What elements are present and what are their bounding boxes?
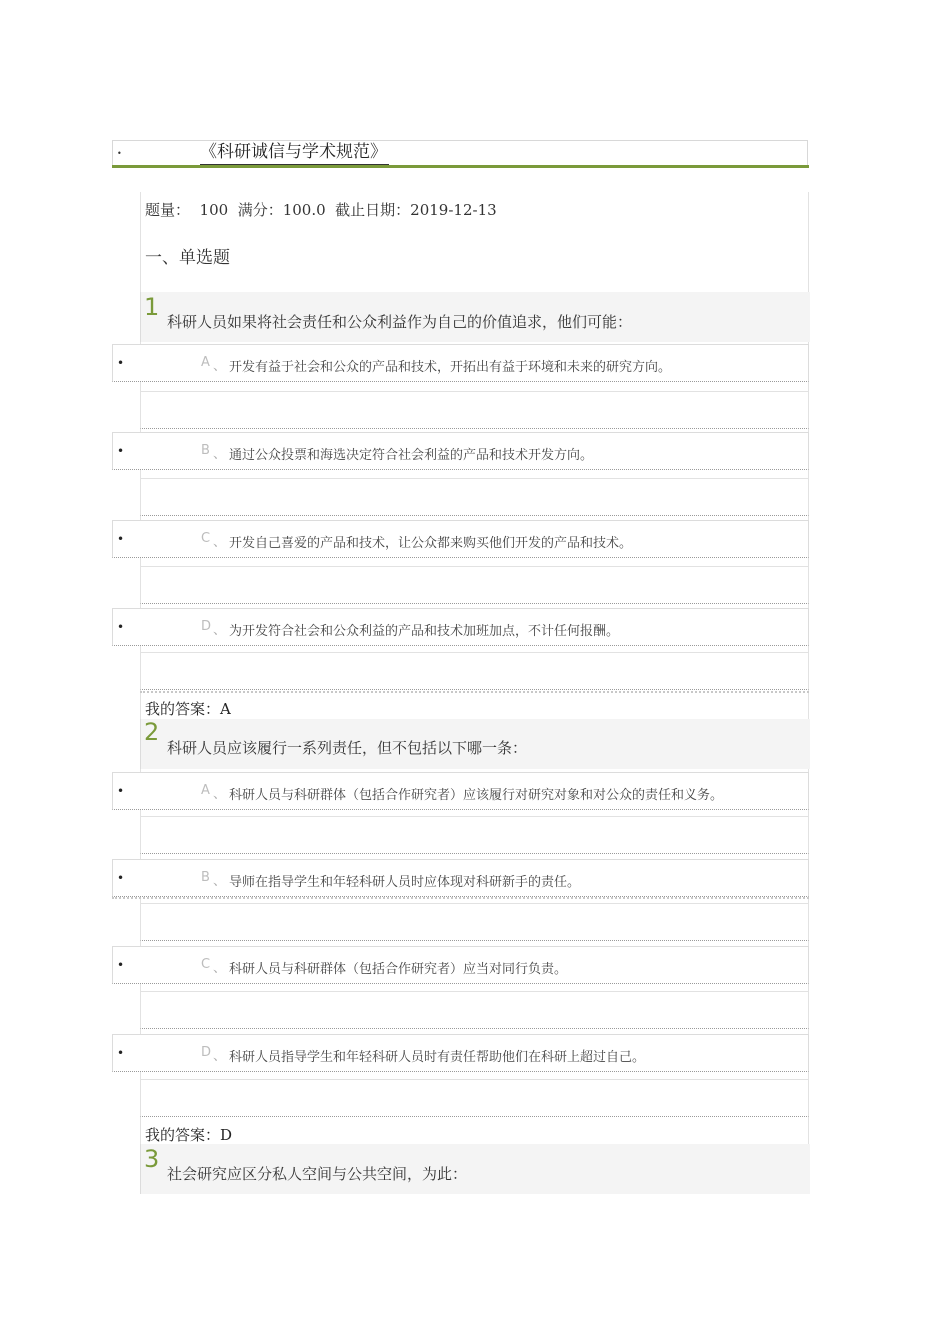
option-letter: C xyxy=(201,531,211,546)
option-text: 导师在指导学生和年轻科研人员时应体现对科研新手的责任。 xyxy=(229,875,581,890)
header-divider xyxy=(112,165,809,168)
bullet: • xyxy=(117,532,125,546)
option-row[interactable] xyxy=(112,1034,809,1072)
header-bullet: • xyxy=(117,149,122,158)
option-letter: B xyxy=(201,870,210,885)
option-spacer xyxy=(140,903,809,941)
option-separator: 、 xyxy=(213,359,227,374)
option-spacer xyxy=(140,652,809,690)
option-text: 通过公众投票和海选决定符合社会利益的产品和技术开发方向。 xyxy=(229,448,594,463)
option-separator: 、 xyxy=(213,1049,227,1064)
option-spacer xyxy=(140,816,809,854)
row-divider xyxy=(112,897,809,901)
option-text: 开发有益于社会和公众的产品和技术，开拓出有益于环境和未来的研究方向。 xyxy=(229,360,672,375)
bullet: • xyxy=(117,784,125,798)
option-separator: 、 xyxy=(213,447,227,462)
bullet: • xyxy=(117,444,125,458)
option-row[interactable] xyxy=(112,772,809,810)
option-row[interactable] xyxy=(112,432,809,470)
bullet: • xyxy=(117,620,125,634)
my-answer: 我的答案：D xyxy=(145,1126,233,1144)
option-spacer xyxy=(140,478,809,516)
option-row[interactable] xyxy=(112,520,809,558)
course-title[interactable]: 《科研诚信与学术规范》 xyxy=(200,141,389,165)
option-text: 科研人员指导学生和年轻科研人员时有责任帮助他们在科研上超过自己。 xyxy=(229,1050,646,1065)
answer-divider xyxy=(140,691,809,695)
section-title: 一、单选题 xyxy=(145,248,230,268)
option-letter: D xyxy=(201,619,212,634)
option-letter: D xyxy=(201,1045,212,1060)
bullet: • xyxy=(117,871,125,885)
option-letter: A xyxy=(201,783,210,798)
option-text: 科研人员与科研群体（包括合作研究者）应该履行对研究对象和对公众的责任和义务。 xyxy=(229,788,724,803)
option-row[interactable] xyxy=(112,608,809,646)
question-number: 3 xyxy=(144,1145,160,1173)
option-separator: 、 xyxy=(213,623,227,638)
option-letter: B xyxy=(201,443,210,458)
question-text: 社会研究应区分私人空间与公共空间，为此： xyxy=(167,1165,468,1183)
option-separator: 、 xyxy=(213,787,227,802)
option-spacer xyxy=(140,1079,809,1117)
bullet: • xyxy=(117,958,125,972)
option-spacer xyxy=(140,991,809,1029)
option-separator: 、 xyxy=(213,535,227,550)
option-text: 为开发符合社会和公众利益的产品和技术加班加点，不计任何报酬。 xyxy=(229,624,620,639)
option-separator: 、 xyxy=(213,874,227,889)
question-text: 科研人员应该履行一系列责任，但不包括以下哪一条： xyxy=(167,739,528,757)
option-text: 科研人员与科研群体（包括合作研究者）应当对同行负责。 xyxy=(229,962,568,977)
option-letter: A xyxy=(201,355,210,370)
option-spacer xyxy=(140,566,809,604)
my-answer: 我的答案：A xyxy=(145,700,231,718)
option-text: 开发自己喜爱的产品和技术，让公众都来购买他们开发的产品和技术。 xyxy=(229,536,633,551)
option-spacer xyxy=(140,391,809,429)
question-number: 1 xyxy=(144,293,160,321)
option-separator: 、 xyxy=(213,961,227,976)
quiz-meta: 题量： 100 满分：100.0 截止日期：2019-12-13 xyxy=(145,201,497,219)
question-text: 科研人员如果将社会责任和公众利益作为自己的价值追求，他们可能： xyxy=(167,313,633,331)
option-row[interactable] xyxy=(112,946,809,984)
bullet: • xyxy=(117,1046,125,1060)
option-row[interactable] xyxy=(112,344,809,382)
bullet: • xyxy=(117,356,125,370)
question-number: 2 xyxy=(144,718,160,746)
option-row[interactable] xyxy=(112,859,809,897)
option-letter: C xyxy=(201,957,211,972)
